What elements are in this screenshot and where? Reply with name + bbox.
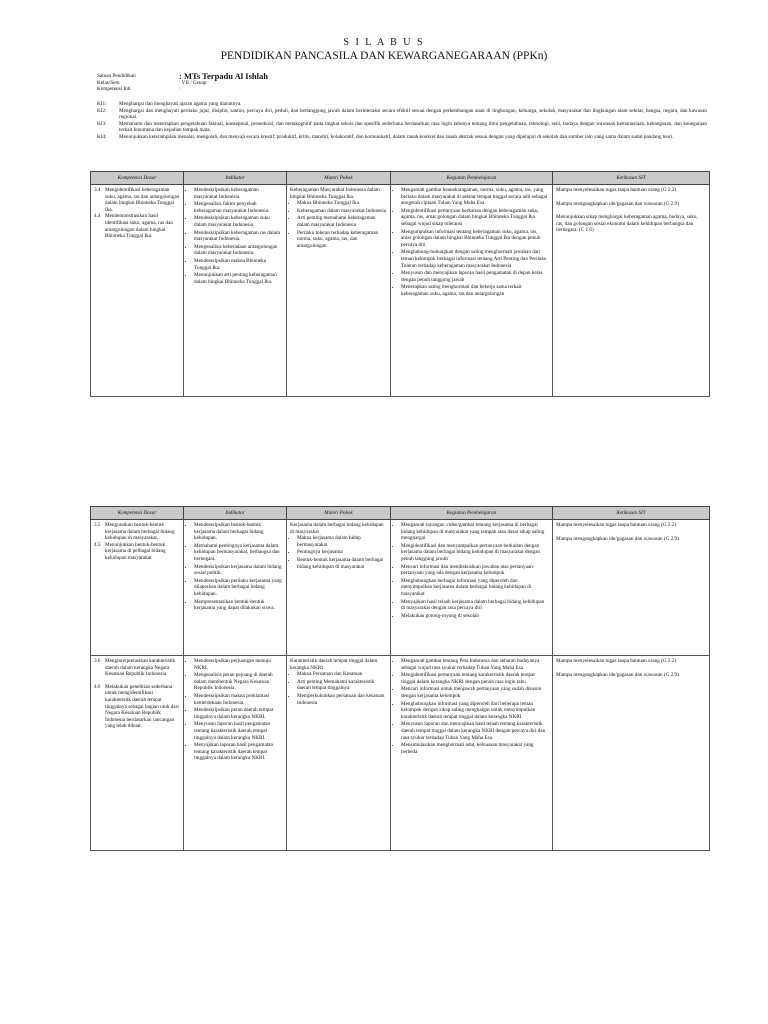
kd-number: 3.5: [94, 522, 101, 528]
kd-text: Menginterpretasikan karakteristik daerah dalam kerangka Negara Kesatuan Republik Indonesia.: [105, 658, 176, 678]
ki-text: Menunjukkan keterampilan menalar, mengolah, dan menyaji secara kreatif, produktif, kritis, mandiri, kolaboratif, dan komunikatif, dalam ranah konkret dan ranah abstrak sesuai dengan yang dipelajari di sekolah dan sumber lain yang sama dalam sudut pandang teori.: [119, 133, 674, 140]
meta-row: [97, 73, 268, 80]
list-item: • Mengidentifikasi pertanyaan berkaitan dengan keberagaman suku, agama, ras, antar golongan dalam bingkai Bhinneka Tunggal Ika sebagai wujud sikap toleransi: [401, 208, 549, 228]
col-header-kompetensi: Kompetensi Dasar: [91, 172, 184, 185]
kegiatan-list: [394, 658, 549, 755]
col-header-indikator: Indikator: [184, 172, 287, 185]
ki-key: KI3:: [97, 120, 107, 127]
col-header-materi: Materi Pokok: [287, 172, 391, 185]
cell-kompetensi: [91, 185, 184, 397]
kd-item: [94, 187, 180, 213]
list-item: • Menyusun laporan hasil pengamatan tentang karakteristik daerah tempat tinggalnya dalam kerangka NKRI.: [194, 721, 283, 741]
meta-key: Satuan Pendidikan: [97, 73, 136, 79]
list-item: • Menyajikan laporan hasil pengamatan tentang karakteristik daerah tempat tinggalnya dalam kerangka NKRI.: [194, 742, 283, 762]
list-item: • Arti penting Memahami karakteristik daerah tempat tinggalnya: [297, 679, 387, 692]
cell-kegiatan: [391, 185, 553, 397]
ki-text: Menghargai dan menghayati ajaran agama yang dianutnya.: [119, 101, 242, 107]
cell-materi: [287, 185, 391, 397]
ki-row: [97, 121, 707, 134]
col-header-materi: Materi Pokok: [287, 507, 391, 520]
meta-row: [97, 86, 268, 93]
kd-item: [94, 522, 180, 542]
kd-number: 3.6: [94, 658, 101, 664]
ki-text: Memahami dan menerapkan pengetahuan faktual, konseptual, prosedural, dan metakognitif pada tingkat teknis dan spesifik sederhana berdasarkan rasa ingin tahunya tentang ilmu pengetahuan, teknologi, seni, budaya dengan wawasan kemanusiaan, kebangsaan, dan kenegaraan terkait fenomena dan kejadian tampak mata.: [119, 120, 707, 134]
list-item: • Makna Bhinneka Tunggal Ika.: [297, 200, 387, 207]
indikator-list: [187, 658, 283, 762]
list-item: • Menerapkan saling menghormati dan bekerja sama terkait keberagaman suku, agama, ras dan antargolongan: [401, 284, 549, 297]
cell-kompetensi: [91, 520, 184, 656]
syllabus-table-1: [90, 171, 710, 397]
col-header-kompetensi: Kompetensi Dasar: [91, 507, 184, 520]
list-item: • Melakukan gotong-royong di sekolah: [401, 613, 549, 620]
list-item: • Arti penting memahami keberagaman dalam masyarakat Indonesia: [297, 215, 387, 228]
table-header-row: [91, 507, 710, 520]
kd-text: Melakukan penelitian sederhana untuk mengidentifikasi karakteristik daerah tempat tinggalnya sebagai bagian utuh dari Negara Kesatuan Republik Indonesia berdasarkan rancangan yang telah dibuat.: [105, 683, 179, 730]
list-item: • Mendeskripsikan perjuangan menuju NKRI.: [194, 658, 283, 671]
document-subtitle: PENDIDIKAN PANCASILA DAN KEWARGANEGARAAN (PPKn): [220, 50, 548, 62]
sit-item: Mampu menyelesaikan tugas tanpa bantuan orang (G 2.2): [556, 187, 677, 193]
kd-text: Menunjukkan bentuk-bentuk kerjasama di pelbagai bidang kehidupan masyarakat: [105, 541, 166, 561]
list-item: • Mengamati gambar keanekaragaman, norma, suku, agama, ras, yang berlaku dalam masyarakat di sekitar tempat tinggal secara adil sebagai anugerah ciptaan Tuhan Yang Maha Esa: [401, 187, 549, 207]
sit-item: Menunjukkan sikap menghargai keberagaman agama, budaya, suku, ras, dan golongan sosial ekonomi dalam kehidupan berbangsa dan bernegara. (C 1.6): [556, 214, 698, 234]
materi-intro: Karakteristik daerah tempat tinggal dalam kerangka NKRI: [290, 658, 378, 671]
kd-text: Mendemonstrasikan hasil identifikasi suku, agama, ras dan antargolongan dalam bingkai Bhinneka Tunggal Ika.: [105, 213, 173, 240]
kd-number: 4.6: [94, 683, 101, 690]
kd-item: [94, 684, 180, 730]
cell-sit: [553, 185, 710, 397]
kd-number: 3.4: [94, 187, 101, 193]
list-item: • Makna kerjasama dalam hidup bermasyarakat: [297, 535, 387, 548]
list-item: • Mengidentifikasi dan menyampaikan pertanyaan berkaitan dengan kerjasama dalam berbagai bidang kehidupan di masyarakat dengan penuh tanggung jawab: [401, 543, 549, 563]
list-item: • Mempresentasikan bentuk-bentuk kerjasama yang dapat dilakukan siswa.: [194, 599, 283, 612]
list-item: • Makna Persatuan dan Kesatuan: [297, 671, 387, 678]
kegiatan-list: [394, 522, 549, 619]
cell-kegiatan: [391, 656, 553, 851]
list-item: • Mengidentifikasi pertanyaan tentang karakteristik daerah tempat tinggal dalam kerangka NKRI dengan penuh rasa ingin tahu: [401, 672, 549, 685]
list-item: • Memperkukuhkan persatuan dan kesatuan Indonesia: [297, 693, 387, 706]
kd-text: Menguraikan bentuk-bentuk kerjasama dalam berbagai bidang kehidupan di masyarakat.: [105, 522, 175, 542]
kd-number: 4.5: [94, 541, 101, 548]
cell-indikator: [184, 520, 287, 656]
kegiatan-list: [394, 187, 549, 298]
list-item: • Mendeskripsikan perilaku kerjasama yang dilaporkan dalam berbagai bidang kehidupan.: [194, 578, 283, 598]
list-item: • Menyusun laporan dan menyajikan hasil telaah tentang karakteristik daerah tempat tinggal dalam kerangka NKRI dengan percaya diri dan rasa syukur terhadap Tuhan Yang Maha Esa.: [401, 721, 549, 741]
meta-key: Kompetensi Inti: [97, 86, 131, 93]
ki-row: [97, 101, 707, 108]
col-header-kegiatan: Kegiatan Pembelajaran: [391, 507, 553, 520]
materi-intro: Kerjasama dalam berbagai bidang kehidupan di masyarakat: [290, 522, 384, 535]
list-item: • Menyajikan hasil telaah kerjasama dalam berbagai bidang kehidupan di masyarakat dengan rasa percaya diri: [401, 599, 549, 612]
list-item: • Perilaku toleran terhadap keberagaman norma, suku, agama, ras, dan antargolongan: [297, 230, 387, 250]
col-header-indikator: Indikator: [184, 507, 287, 520]
list-item: • Mendeskripsikan keberagaman ras dalam masyarakat Indonesia.: [194, 230, 283, 243]
list-item: • Mendeskripsikan keberagaman masyarakat Indonesia.: [194, 187, 283, 200]
col-header-sit: Ketikasan SIT: [553, 507, 710, 520]
table-header-row: [91, 172, 710, 185]
syllabus-table-2: [90, 506, 710, 851]
indikator-list: [187, 522, 283, 612]
cell-sit: [553, 656, 710, 851]
kd-text: Mengidentifikasi keberagaman suku, agama, ras dan antargolongan dalam bingkai Bhinneka Tunggal Ika.: [105, 187, 180, 213]
list-item: • Menyusun dan menyajikan laporan hasil pengamatan di depan kelas dengan penuh tanggung jawab: [401, 270, 549, 283]
cell-indikator: [184, 185, 287, 397]
list-item: • Mengamati tayangan video/gambar tentang kerjasama di berbagai bidang kehidupan di masyarakat yang tampak atau dasar sikap saling menghargai: [401, 522, 549, 542]
materi-list: [290, 535, 387, 570]
cell-sit: [553, 520, 710, 656]
table-row: [91, 185, 710, 397]
list-item: • Menunjukkan arti penting keberagaman dalam bingkai Bhinneka Tunggal Ika.: [194, 272, 283, 285]
list-item: • Mengenalisis keberadaan antargolongan dalam masyarakat Indonesia.: [194, 244, 283, 257]
table-row: [91, 520, 710, 656]
list-item: • Mendeskripsikan makna proklamasi kemerdekaan Indonesia.: [194, 693, 283, 706]
kd-item: [94, 542, 180, 562]
list-item: • Bentuk-bentuk kerjasama dalam berbagai bidang kehidupan di masyarakat: [297, 557, 387, 570]
sit-item: Mampu menyelesaikan tugas tanpa bantuan orang (G 2.2): [556, 658, 677, 664]
ki-row: [97, 134, 707, 141]
meta-value-school: : MTs Terpadu Al Ishlah: [179, 71, 268, 81]
list-item: • Mensimulasikan menghormati adat, kebiasaan masyarakat yang berbeda: [401, 742, 549, 755]
meta-block: [97, 73, 268, 93]
list-item: • Memahami pentingnya kerjasama dalam kehidupan bermasyarakat, berbangsa dan bernegara.: [194, 543, 283, 563]
list-item: • Keberagaman dalam masyarakat Indonesia: [297, 208, 387, 215]
ki-row: [97, 108, 707, 121]
sit-item: Mampu menyelesaikan tugas tanpa bantuan orang (G 2.2): [556, 522, 677, 528]
cell-materi: [287, 656, 391, 851]
cell-indikator: [184, 656, 287, 851]
sit-item: Mampu mengungkapkan ide/gagasan dan wawasan (G 2.9): [556, 200, 679, 207]
meta-value: :: [179, 86, 181, 93]
sit-item: Mampu mengungkapkan ide/gagasan dan wawasan (G 2.9): [556, 535, 679, 542]
table-row: [91, 656, 710, 851]
list-item: • Menghubungkan berbagai informasi yang diperoleh dan menyimpulkan kerjasama dalam berbagai bidang kehidupan di masyarakat: [401, 578, 549, 598]
meta-key: Kelas/Sem: [97, 79, 120, 86]
ki-key: KI2:: [97, 107, 107, 114]
list-item: • Mencari informasi untuk menjawab pertanyaan yang sudah disusun dengan kerjasama kelompok: [401, 686, 549, 699]
list-item: • Mengumpulkan informasi tentang keberagaman suku, agama, ras, antar golongan dalam bingkai Bhinneka Tunggal Ika dengan penuh percaya diri: [401, 229, 549, 249]
list-item: • Mendeskripsikan makna Bhinneka Tunggal Ika.: [194, 258, 283, 271]
list-item: • Mengamati gambar tentang Peta Indonesia dan sebaran budayanya sebagai wujud rasa syukur terhadap Tuhan Yang Maha Esa: [401, 658, 549, 671]
cell-materi: [287, 520, 391, 656]
kd-item: [94, 658, 180, 678]
materi-list: [290, 200, 387, 249]
list-item: • Mengenalisis peran pejuang di daerah dalam membentuk Negara Kesatuan Republik Indonesia.: [194, 672, 283, 692]
list-item: • Menghubung-hubungkan dengan saling menghormati jawaban dari teman kelompok berbagai informasi tentang Arti Penting dan Perilaku Toleran terhadap keberagaman masyarakat Indonesia: [401, 249, 549, 269]
sit-item: Mampu mengungkapkan ide/gagasan dan wawasan (G 2.9): [556, 671, 679, 678]
kd-number: 4.4: [94, 213, 101, 220]
list-item: • Menghubungkan informasi yang diperoleh dari beberapa teman kelompok dengan sikap saling menghargai untuk menyimpulkan karakteristik daerah tempat tinggal dalam kerangka NKRI: [401, 701, 549, 721]
list-item: • Mendeskripsikan peran daerah tempat tinggalnya dalam kerangka NKRI.: [194, 707, 283, 720]
ki-key: KI4:: [97, 133, 107, 140]
materi-list: [290, 671, 387, 706]
materi-intro: Keberagaman Masyarakat Indonesia dalam bingkai Bhinneka Tunggal Ika.: [290, 187, 380, 200]
list-item: • Mendeskripsikan bentuk-bentuk kerjasama dalam berbagai bidang kehidupan.: [194, 522, 283, 542]
cell-kompetensi: [91, 656, 184, 851]
col-header-kegiatan: Kegiatan Pembelajaran: [391, 172, 553, 185]
ki-key: KI1:: [97, 101, 107, 107]
list-item: • Mendeskripsikan kerjasama dalam bidang sosial politik.: [194, 564, 283, 577]
document-title: S I L A B U S: [343, 37, 425, 48]
ki-text: Menghargai dan menghayati perilaku jujur, disiplin, santun, percaya diri, peduli, dan bertanggung jawab dalam berinteraksi secara efektif sesuai dengan perkembangan anak di lingkungan, keluarga, sekolah, masyarakat dan lingkungan alam sekitar, bangsa, negara, dan kawasan regional.: [119, 107, 707, 121]
list-item: • Pentingnya kerjasama: [297, 549, 387, 556]
kompetensi-inti-block: [97, 101, 707, 141]
list-item: • Mendeskripsikan keberagaman suku dalam masyarakat Indonesia.: [194, 215, 283, 228]
meta-value: : VII / Genap: [179, 79, 207, 86]
list-item: • Mencari informasi dan mendiskusikan jawaban atas pertanyaan-pertanyaan yang ada dengan kerjasama kelompok: [401, 564, 549, 577]
col-header-sit: Ketikasan SIT: [553, 172, 710, 185]
kd-item: [94, 213, 180, 239]
cell-kegiatan: [391, 520, 553, 656]
list-item: • Mengenalisis faktor penyebab keberagaman masyarakat Indonesia.: [194, 201, 283, 214]
indikator-list: [187, 187, 283, 285]
